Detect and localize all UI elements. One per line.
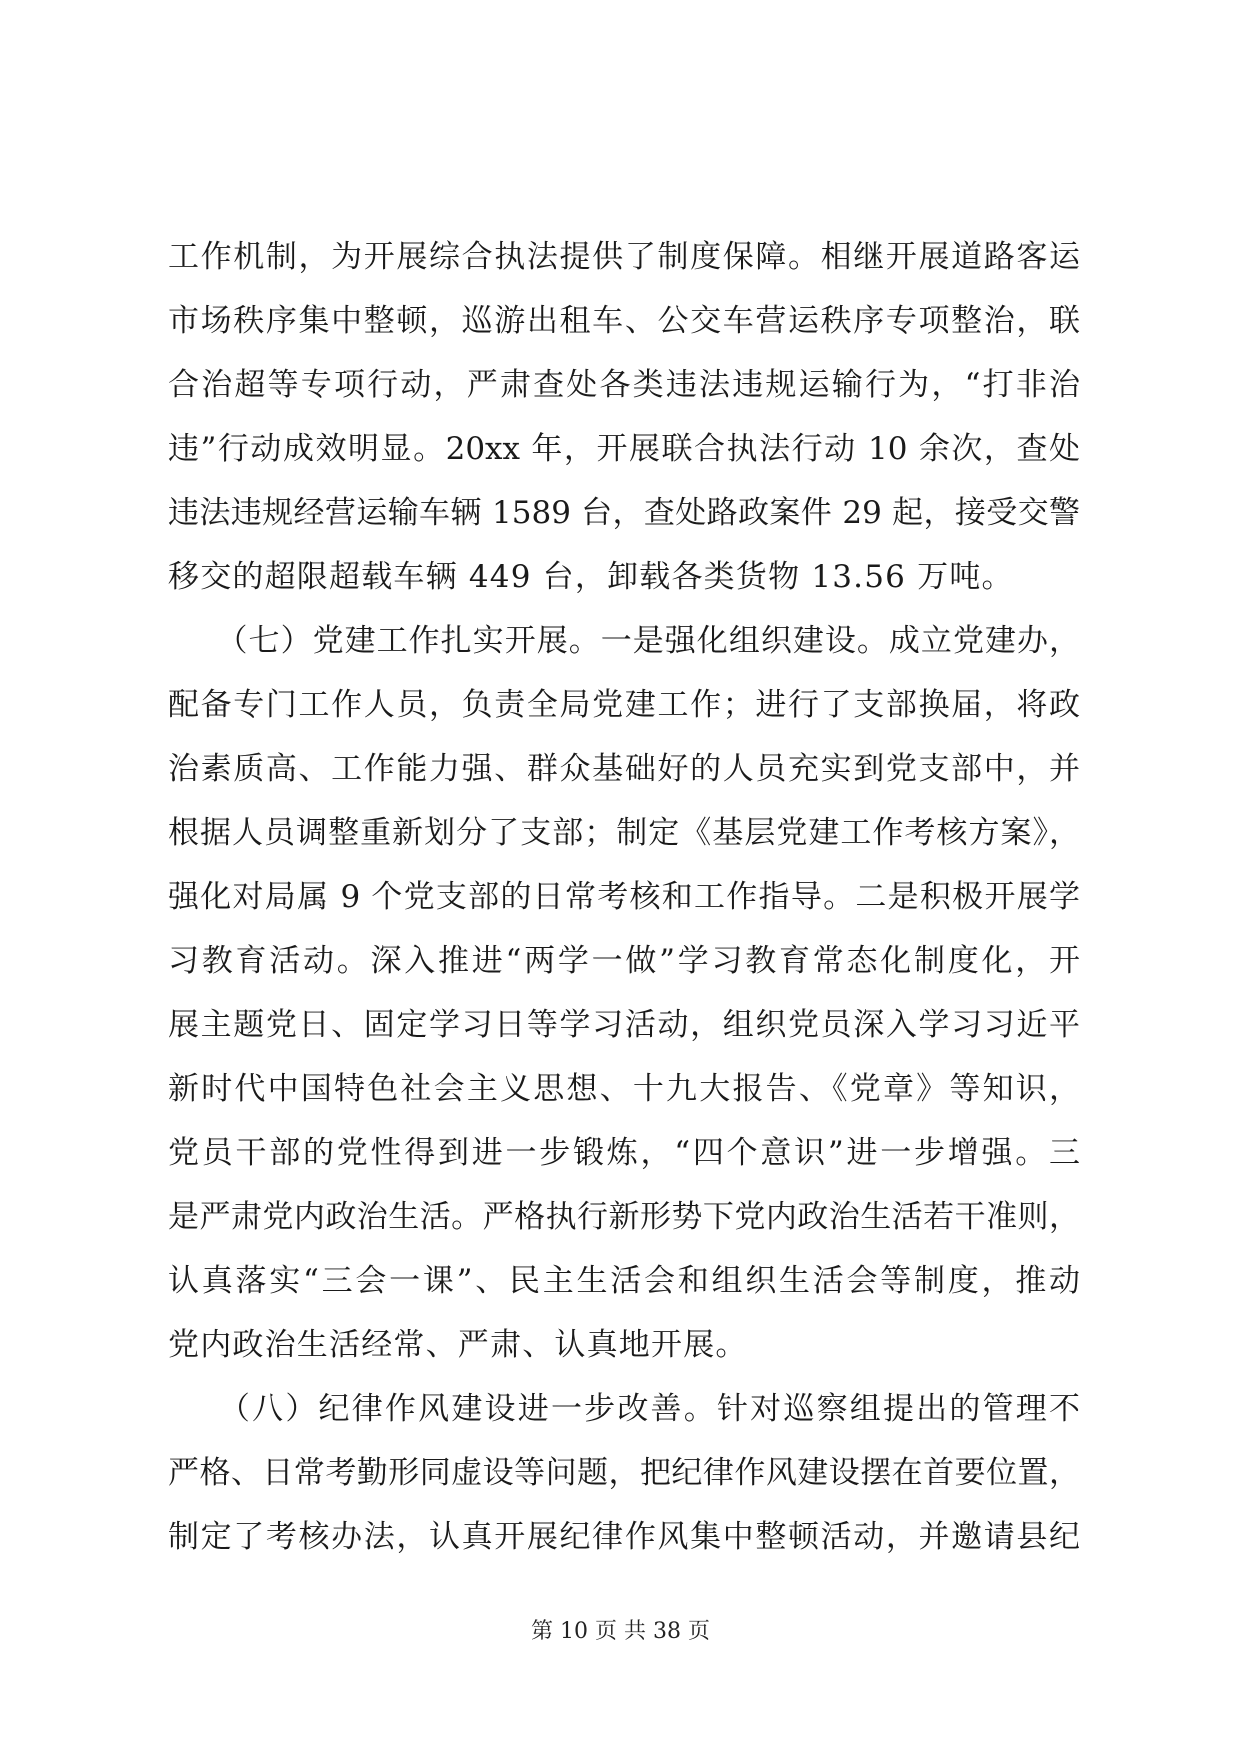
body-line-18: 党内政治生活经常、严肃、认真地开展。 bbox=[168, 1327, 748, 1363]
body-line-21: 制定了考核办法，认真开展纪律作风集中整顿活动，并邀请县纪 bbox=[168, 1519, 1080, 1555]
body-line-2: 市场秩序集中整顿，巡游出租车、公交车营运秩序专项整治，联 bbox=[168, 303, 1080, 339]
body-line-6: 移交的超限超载车辆 449 台，卸载各类货物 13.56 万吨。 bbox=[168, 559, 1014, 595]
body-line-1: 工作机制，为开展综合执法提供了制度保障。相继开展道路客运 bbox=[168, 239, 1080, 275]
body-line-15: 党员干部的党性得到进一步锻炼，“四个意识”进一步增强。三 bbox=[168, 1135, 1080, 1171]
body-line-19: （八）纪律作风建设进一步改善。针对巡察组提出的管理不 bbox=[168, 1391, 1080, 1427]
body-line-17: 认真落实“三会一课”、民主生活会和组织生活会等制度，推动 bbox=[168, 1263, 1080, 1299]
body-line-13: 展主题党日、固定学习日等学习活动，组织党员深入学习习近平 bbox=[168, 1007, 1080, 1043]
body-line-12: 习教育活动。深入推进“两学一做”学习教育常态化制度化，开 bbox=[168, 943, 1080, 979]
body-line-4: 违”行动成效明显。20xx 年，开展联合执法行动 10 余次，查处 bbox=[168, 431, 1080, 467]
body-line-14: 新时代中国特色社会主义思想、十九大报告、《党章》等知识， bbox=[168, 1071, 1080, 1107]
body-line-8: 配备专门工作人员，负责全局党建工作；进行了支部换届，将政 bbox=[168, 687, 1080, 723]
body-line-3: 合治超等专项行动，严肃查处各类违法违规运输行为，“打非治 bbox=[168, 367, 1080, 403]
body-line-20: 严格、日常考勤形同虚设等问题，把纪律作风建设摆在首要位置， bbox=[168, 1455, 1080, 1491]
body-line-16: 是严肃党内政治生活。严格执行新形势下党内政治生活若干准则， bbox=[168, 1199, 1080, 1235]
body-line-10: 根据人员调整重新划分了支部；制定《基层党建工作考核方案》， bbox=[168, 815, 1080, 851]
body-line-9: 治素质高、工作能力强、群众基础好的人员充实到党支部中，并 bbox=[168, 751, 1080, 787]
body-line-5: 违法违规经营运输车辆 1589 台，查处路政案件 29 起，接受交警 bbox=[168, 495, 1080, 531]
body-line-7: （七）党建工作扎实开展。一是强化组织建设。成立党建办， bbox=[168, 623, 1080, 659]
page-number-footer: 第 10 页 共 38 页 bbox=[531, 1619, 710, 1644]
body-line-11: 强化对局属 9 个党支部的日常考核和工作指导。二是积极开展学 bbox=[168, 879, 1080, 915]
